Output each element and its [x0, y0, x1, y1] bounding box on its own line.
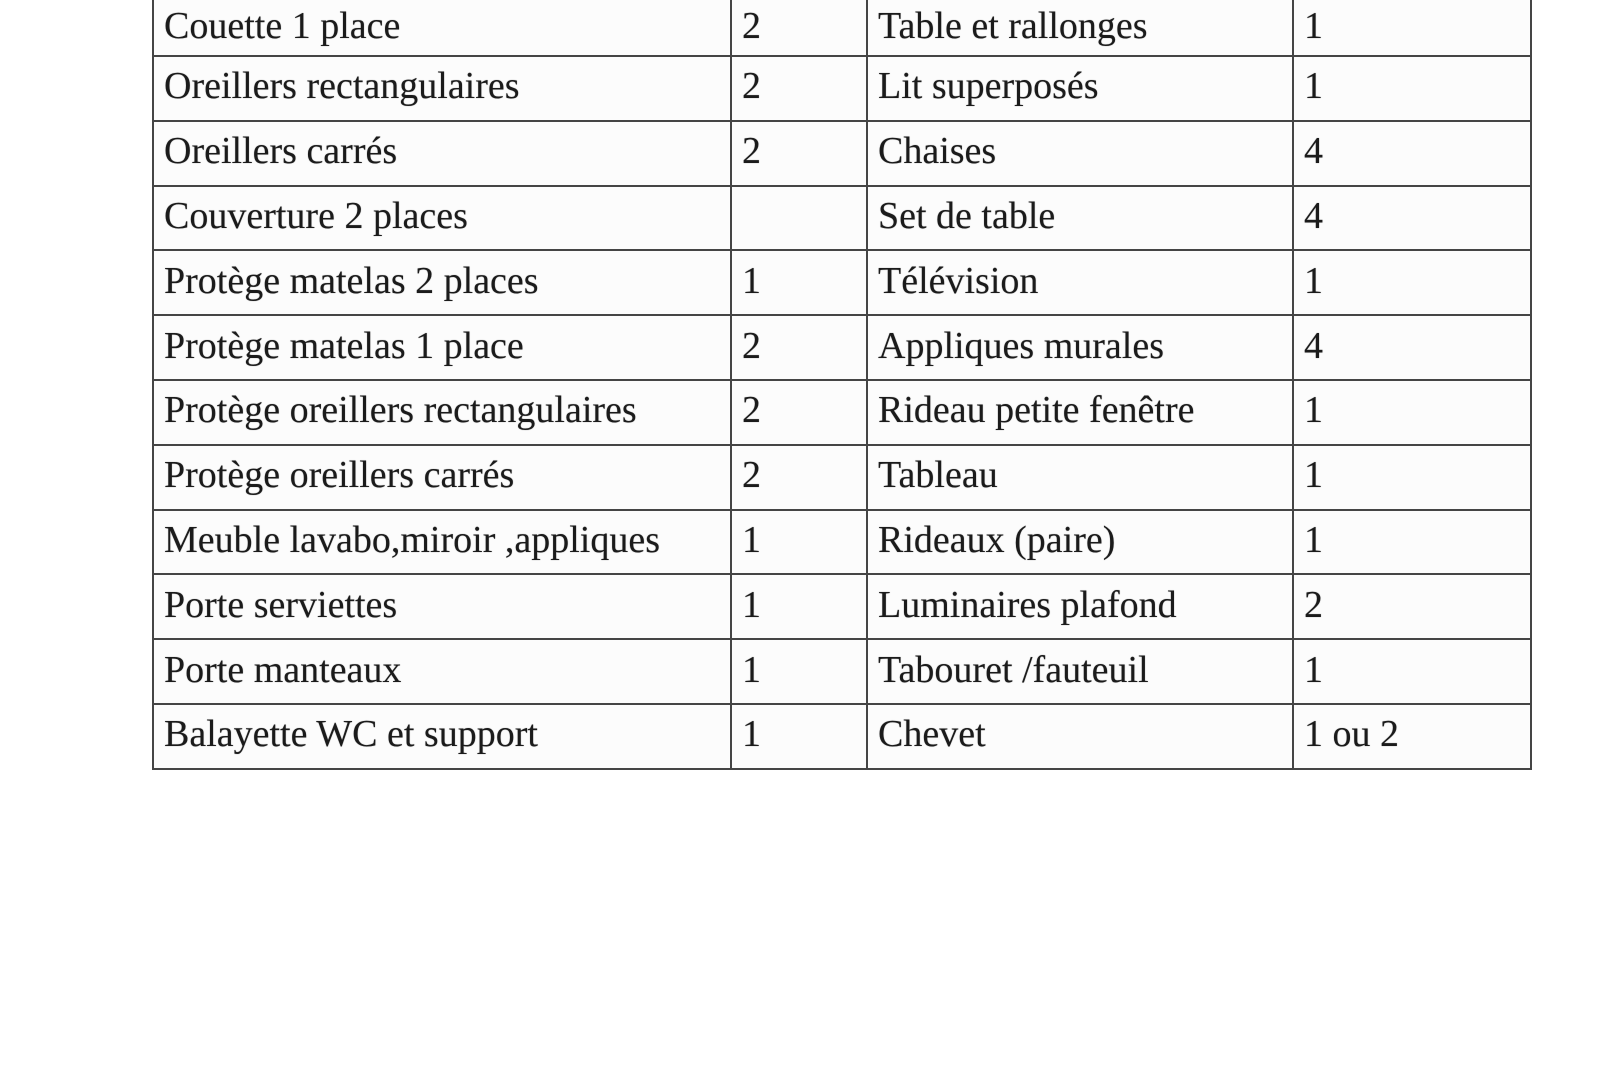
- inventory-table: [152, 0, 1532, 770]
- quantity-cell: 2: [731, 315, 867, 380]
- quantity-cell: 2: [731, 0, 867, 56]
- item-cell: Meuble lavabo,miroir ,appliques: [153, 510, 731, 575]
- item-cell: Protège matelas 1 place: [153, 315, 731, 380]
- item-cell: Protège oreillers rectangulaires: [153, 380, 731, 445]
- inventory-table-body: [153, 0, 1531, 769]
- item-cell: Luminaires plafond: [867, 574, 1293, 639]
- quantity-cell: 1 ou 2: [1293, 704, 1531, 769]
- quantity-cell: [731, 186, 867, 251]
- item-cell: Télévision: [867, 250, 1293, 315]
- table-row: [153, 0, 1531, 56]
- table-row: [153, 186, 1531, 251]
- item-cell: Tabouret /fauteuil: [867, 639, 1293, 704]
- quantity-cell: 4: [1293, 315, 1531, 380]
- item-cell: Chevet: [867, 704, 1293, 769]
- table-row: [153, 380, 1531, 445]
- quantity-cell: 2: [1293, 574, 1531, 639]
- item-cell: Couette 1 place: [153, 0, 731, 56]
- quantity-cell: 1: [731, 574, 867, 639]
- quantity-cell: 1: [1293, 0, 1531, 56]
- item-cell: Balayette WC et support: [153, 704, 731, 769]
- item-cell: Appliques murales: [867, 315, 1293, 380]
- quantity-cell: 1: [1293, 250, 1531, 315]
- table-row: [153, 704, 1531, 769]
- item-cell: Oreillers carrés: [153, 121, 731, 186]
- item-cell: Chaises: [867, 121, 1293, 186]
- quantity-cell: 1: [731, 704, 867, 769]
- item-cell: Protège oreillers carrés: [153, 445, 731, 510]
- quantity-cell: 1: [731, 510, 867, 575]
- quantity-cell: 1: [731, 250, 867, 315]
- table-row: [153, 56, 1531, 121]
- table-row: [153, 121, 1531, 186]
- quantity-cell: 2: [731, 121, 867, 186]
- quantity-cell: 1: [1293, 510, 1531, 575]
- item-cell: Porte serviettes: [153, 574, 731, 639]
- table-row: [153, 315, 1531, 380]
- item-cell: Protège matelas 2 places: [153, 250, 731, 315]
- item-cell: Rideaux (paire): [867, 510, 1293, 575]
- table-row: [153, 445, 1531, 510]
- item-cell: Tableau: [867, 445, 1293, 510]
- quantity-cell: 1: [731, 639, 867, 704]
- quantity-cell: 2: [731, 56, 867, 121]
- quantity-cell: 2: [731, 380, 867, 445]
- item-cell: Couverture 2 places: [153, 186, 731, 251]
- quantity-cell: 1: [1293, 639, 1531, 704]
- item-cell: Rideau petite fenêtre: [867, 380, 1293, 445]
- table-row: [153, 639, 1531, 704]
- quantity-cell: 1: [1293, 380, 1531, 445]
- item-cell: Set de table: [867, 186, 1293, 251]
- quantity-cell: 4: [1293, 121, 1531, 186]
- table-row: [153, 250, 1531, 315]
- quantity-cell: 1: [1293, 56, 1531, 121]
- item-cell: Table et rallonges: [867, 0, 1293, 56]
- table-row: [153, 574, 1531, 639]
- quantity-cell: 1: [1293, 445, 1531, 510]
- quantity-cell: 2: [731, 445, 867, 510]
- table-row: [153, 510, 1531, 575]
- item-cell: Lit superposés: [867, 56, 1293, 121]
- item-cell: Porte manteaux: [153, 639, 731, 704]
- item-cell: Oreillers rectangulaires: [153, 56, 731, 121]
- quantity-cell: 4: [1293, 186, 1531, 251]
